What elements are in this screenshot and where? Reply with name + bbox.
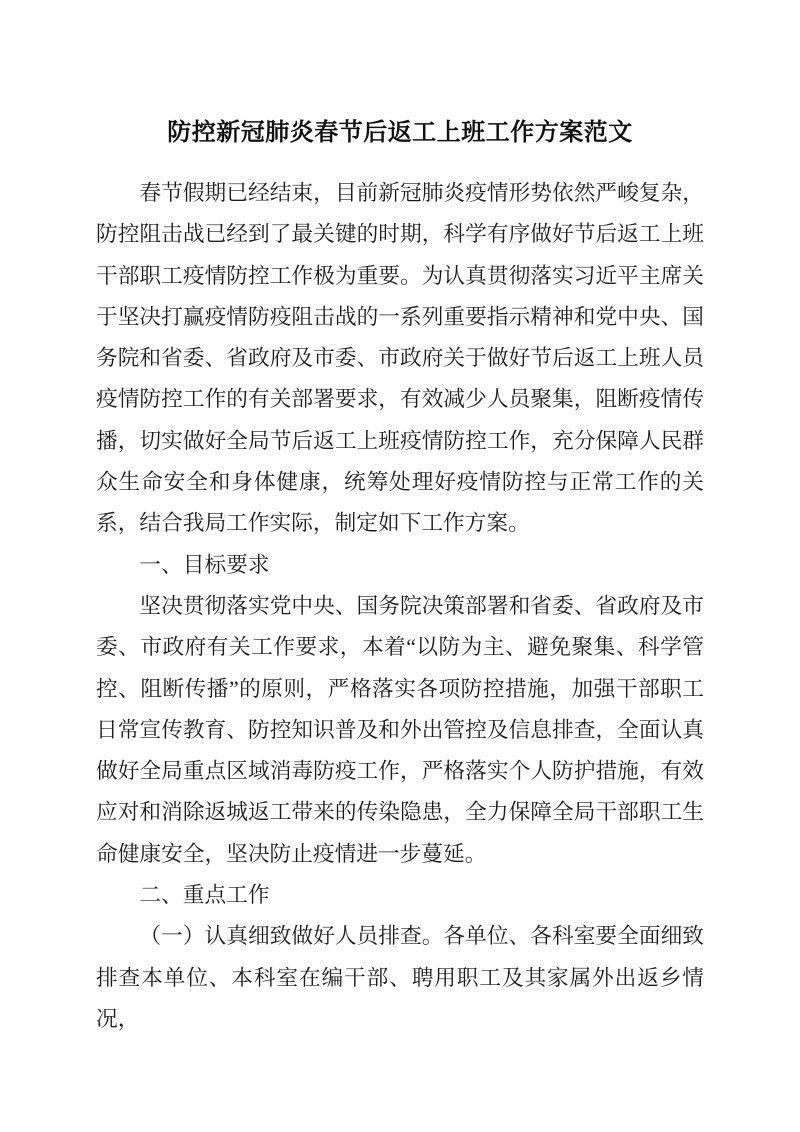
section-heading-key-work: 二、重点工作 (139, 883, 270, 908)
section-heading-goals: 一、目标要求 (139, 552, 270, 577)
paragraph-intro: 春节假期已经结束，目前新冠肺炎疫情形势依然严峻复杂，防控阻击战已经到了最关键的时期，科学有序做好节后返工上班干部职工疫情防控工作极为重要。为认真贯彻落实习近平主席关于坚决打赢疫情防疫阻击战的一系列重要指示精神和党中央、国务院和省委、省政府及市委、市政府关于做好节后返工上班人员疫情防控工作的有关部署要求，有效减少人员聚集，阻断疫情传播，切实做好全局节后返工上班疫情防控工作，充分保障人民群众生命安全和身体健康，统筹处理好疫情防控与正常工作的关系，结合我局工作实际，制定如下工作方案。 (96, 181, 704, 536)
paragraph-goals: 坚决贯彻落实党中央、国务院决策部署和省委、省政府及市委、市政府有关工作要求，本着“以防为主、避免聚集、科学管控、阻断传播”的原则，严格落实各项防控措施，加强干部职工日常宣传教育、防控知识普及和外出管控及信息排查，全面认真做好全局重点区域消毒防疫工作，严格落实个人防护措施，有效应对和消除返城返工带来的传染隐患，全力保障全局干部职工生命健康安全，坚决防止疫情进一步蔓延。 (96, 593, 704, 866)
paragraph-key-work-item-1: （一）认真细致做好人员排查。各单位、各科室要全面细致排查本单位、本科室在编干部、聘用职工及其家属外出返乡情况， (96, 924, 704, 1031)
document-title: 防控新冠肺炎春节后返工上班工作方案范文 (167, 119, 633, 146)
document-body (96, 173, 704, 1040)
